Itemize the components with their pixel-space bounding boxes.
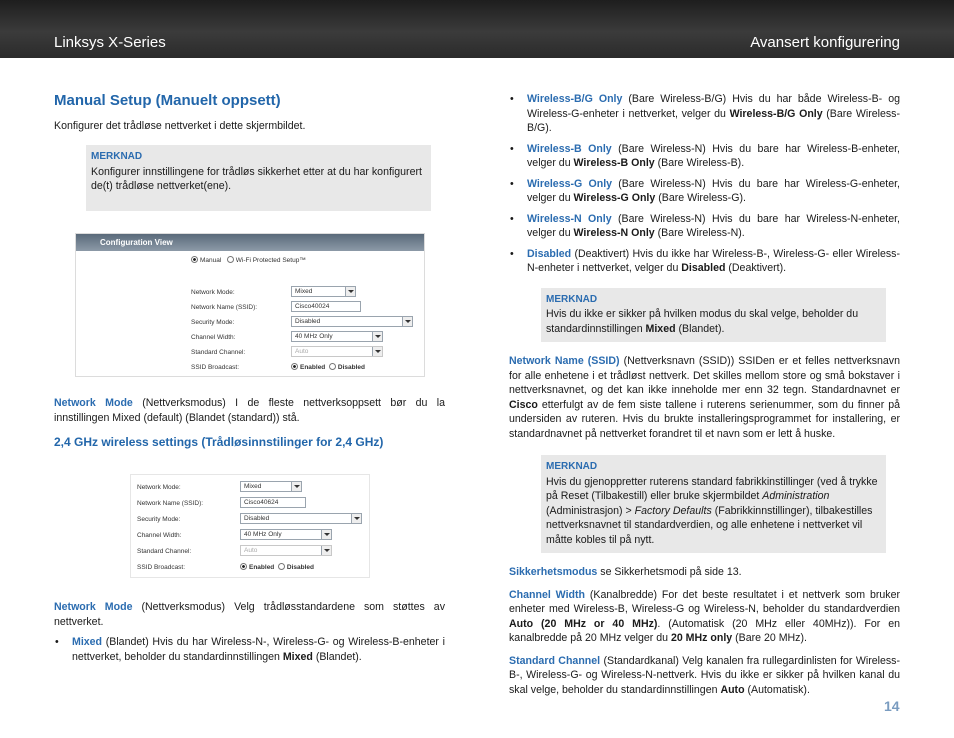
note-text: Hvis du gjenoppretter ruterens standard fabrikkinstillinger (ved å trykke på Reset (Tilbakestill) eller bruke skjermbildet Administration (Administrasjon) > Factory Defaults (Fabrikkinnstillinger), tilbakestilles nettverksnavnet til standardverdien, og alle enhetene i nettverket vil måtte kobles til på nytt. bbox=[546, 475, 878, 546]
chevron-down-icon bbox=[321, 530, 331, 539]
form-row bbox=[191, 301, 413, 315]
radio-icon[interactable] bbox=[240, 563, 247, 570]
list-item: • Wireless-G Only (Bare Wireless-N) Hvis du bare har Wireless-G-enheter, velger du Wireless-G Only (Bare Wireless-G). bbox=[509, 177, 900, 206]
form-row bbox=[191, 346, 413, 360]
field-label: SSID Broadcast: bbox=[137, 564, 186, 571]
form-row bbox=[137, 513, 365, 527]
radio-icon[interactable] bbox=[191, 256, 198, 263]
config-screenshot-2 bbox=[130, 474, 370, 578]
config-view-label: Configuration View bbox=[100, 238, 173, 247]
ssid-input[interactable]: Cisco40624 bbox=[240, 497, 306, 508]
network-mode-select[interactable]: Mixed bbox=[291, 286, 356, 297]
setup-mode-radios bbox=[191, 256, 306, 264]
form-row bbox=[137, 545, 365, 559]
standard-channel-paragraph: Standard Channel (Standardkanal) Velg kanalen fra rullegardinlisten for Wireless-B-, Wireless-G- og Wireless-N-nettverk. Hvis du ikke er sikker på hvilken kanal du skal velge, beholder du standardinnstillingen Auto (Automatisk). bbox=[509, 654, 900, 696]
network-mode-paragraph-2: Network Mode (Nettverksmodus) Velg trådløsstandardene som støttes av nettverket. bbox=[54, 601, 445, 628]
chevron-down-icon bbox=[321, 546, 331, 555]
list-item: • Wireless-N Only (Bare Wireless-N) Hvis du bare har Wireless-N-enheter, velger du Wireless-N Only (Bare Wireless-N). bbox=[509, 212, 900, 241]
field-label: Standard Channel: bbox=[191, 349, 246, 356]
note-heading: MERKNAD bbox=[546, 293, 598, 305]
standard-channel-select[interactable]: Auto bbox=[240, 545, 332, 556]
chevron-down-icon bbox=[372, 332, 382, 341]
field-label: SSID Broadcast: bbox=[191, 364, 240, 371]
radio-icon[interactable] bbox=[278, 563, 285, 570]
field-label: Network Name (SSID): bbox=[137, 500, 204, 507]
list-item: • Mixed (Blandet) Hvis du har Wireless-N-, Wireless-G- og Wireless-B-enheter i nettverket, beholder du standardinnstillingen Mixed (Blandet). bbox=[54, 635, 445, 664]
radio-manual-label: Manual bbox=[200, 257, 222, 264]
note-text: Konfigurer innstillingene for trådløs sikkerhet etter at du har konfigurert de(t) trådløse nettverket(ene). bbox=[91, 165, 422, 192]
chevron-down-icon bbox=[402, 317, 412, 326]
list-item: • Wireless-B/G Only (Bare Wireless-B/G) Hvis du har både Wireless-B- og Wireless-G-enheter i nettverket, velger du Wireless-B/G Only (Bare Wireless-B/G). bbox=[509, 92, 900, 136]
field-label: Security Mode: bbox=[191, 319, 235, 326]
settings-form-2 bbox=[137, 481, 365, 576]
form-row bbox=[191, 316, 413, 330]
list-item: • Wireless-B Only (Bare Wireless-N) Hvis du bare har Wireless-B-enheter, velger du Wireless-B Only (Bare Wireless-B). bbox=[509, 142, 900, 171]
chevron-down-icon bbox=[345, 287, 355, 296]
field-label: Channel Width: bbox=[137, 532, 182, 539]
left-column-middle bbox=[54, 396, 445, 460]
ssid-paragraph: Network Name (SSID) (Nettverksnavn (SSID)) SSIDen er et felles nettverksnavn for alle enhetene i et trådløst nettverk. Det skilles mellom store og små bokstaver i nettverksnavnet, og det kan ikke inneholde mer enn 32 tegn. Standardnavnet er Cisco etterfulgt av de fem siste tallene i ruterens serienummer, som du finner på undersiden av ruteren. Hvis du brukte installeringsprogrammet for installering, er standardnavnet på nettverket forandret til et navn som er lett å huske. bbox=[509, 355, 900, 440]
form-row bbox=[137, 497, 365, 511]
form-row bbox=[191, 331, 413, 345]
radio-icon[interactable] bbox=[227, 256, 234, 263]
radio-icon[interactable] bbox=[329, 363, 336, 370]
security-mode-select[interactable]: Disabled bbox=[240, 513, 362, 524]
field-label: Security Mode: bbox=[137, 516, 181, 523]
form-row bbox=[191, 361, 413, 375]
field-label: Network Name (SSID): bbox=[191, 304, 258, 311]
radio-wps-label: Wi-Fi Protected Setup™ bbox=[235, 257, 306, 264]
page-number: 14 bbox=[884, 698, 900, 714]
channel-width-select[interactable]: 40 MHz Only bbox=[240, 529, 332, 540]
field-label: Network Mode: bbox=[191, 289, 235, 296]
ssid-broadcast-options: Enabled Disabled bbox=[291, 363, 365, 371]
mode-list-left bbox=[54, 635, 445, 664]
right-column bbox=[509, 92, 900, 697]
network-mode-select[interactable]: Mixed bbox=[240, 481, 302, 492]
ssid-broadcast-options: Enabled Disabled bbox=[240, 563, 314, 571]
note-box bbox=[86, 145, 431, 211]
note-text: Hvis du ikke er sikker på hvilken modus du skal velge, beholder du standardinnstillingen Mixed (Blandet). bbox=[546, 308, 859, 335]
channel-width-paragraph: Channel Width (Kanalbredde) For det beste resultatet i et nettverk som bruker enheter med Wireless-B, Wireless-G og Wireless-N, beholder du standardverdien Auto (20 MHz or 40 MHz). (Automatisk (20 MHz eller 40MHz)). For en kanalbredde på 20 MHz velger du 20 MHz only (Bare 20 MHz). bbox=[509, 588, 900, 644]
chevron-down-icon bbox=[291, 482, 301, 491]
note-heading: MERKNAD bbox=[546, 461, 598, 472]
note-box bbox=[541, 455, 886, 553]
security-mode-paragraph: Sikkerhetsmodus se Sikkerhetsmodi på side 13. bbox=[509, 566, 742, 578]
page-title: Manual Setup (Manuelt oppsett) bbox=[54, 92, 281, 109]
form-row bbox=[137, 561, 365, 575]
note-box bbox=[541, 288, 886, 343]
form-row bbox=[137, 529, 365, 543]
note-heading: MERKNAD bbox=[91, 151, 143, 162]
field-label: Network Mode: bbox=[137, 484, 181, 491]
brand-title: Linksys X-Series bbox=[54, 34, 166, 51]
chevron-down-icon bbox=[372, 347, 382, 356]
page-header bbox=[0, 0, 954, 58]
section-title: Avansert konfigurering bbox=[750, 34, 900, 51]
form-row bbox=[137, 481, 365, 495]
standard-channel-select[interactable]: Auto bbox=[291, 346, 383, 357]
settings-form bbox=[191, 286, 413, 376]
security-mode-select[interactable]: Disabled bbox=[291, 316, 413, 327]
config-screenshot-1 bbox=[75, 233, 425, 377]
form-row bbox=[191, 286, 413, 300]
left-column-bottom bbox=[54, 600, 445, 670]
channel-width-select[interactable]: 40 MHz Only bbox=[291, 331, 383, 342]
field-label: Channel Width: bbox=[191, 334, 236, 341]
radio-icon[interactable] bbox=[291, 363, 298, 370]
chevron-down-icon bbox=[351, 514, 361, 523]
field-label: Standard Channel: bbox=[137, 548, 192, 555]
ssid-input[interactable]: Cisco40024 bbox=[291, 301, 361, 312]
network-mode-paragraph: Network Mode (Nettverksmodus) I de fleste nettverksoppsett bør du la innstillingen Mixed (default) (Blandet (standard)) stå. bbox=[54, 397, 445, 424]
config-view-bar bbox=[76, 234, 424, 251]
left-column bbox=[54, 92, 445, 211]
intro-text: Konfigurer det trådløse nettverket i dette skjermbildet. bbox=[54, 119, 306, 132]
list-item: • Disabled (Deaktivert) Hvis du ikke har Wireless-B-, Wireless-G- eller Wireless-N-enheter i nettverket, velger du Disabled (Deaktivert). bbox=[509, 247, 900, 276]
subtitle-24ghz: 2,4 GHz wireless settings (Trådløsinnstilinger for 2,4 GHz) bbox=[54, 435, 384, 449]
mode-list-right bbox=[509, 92, 900, 276]
